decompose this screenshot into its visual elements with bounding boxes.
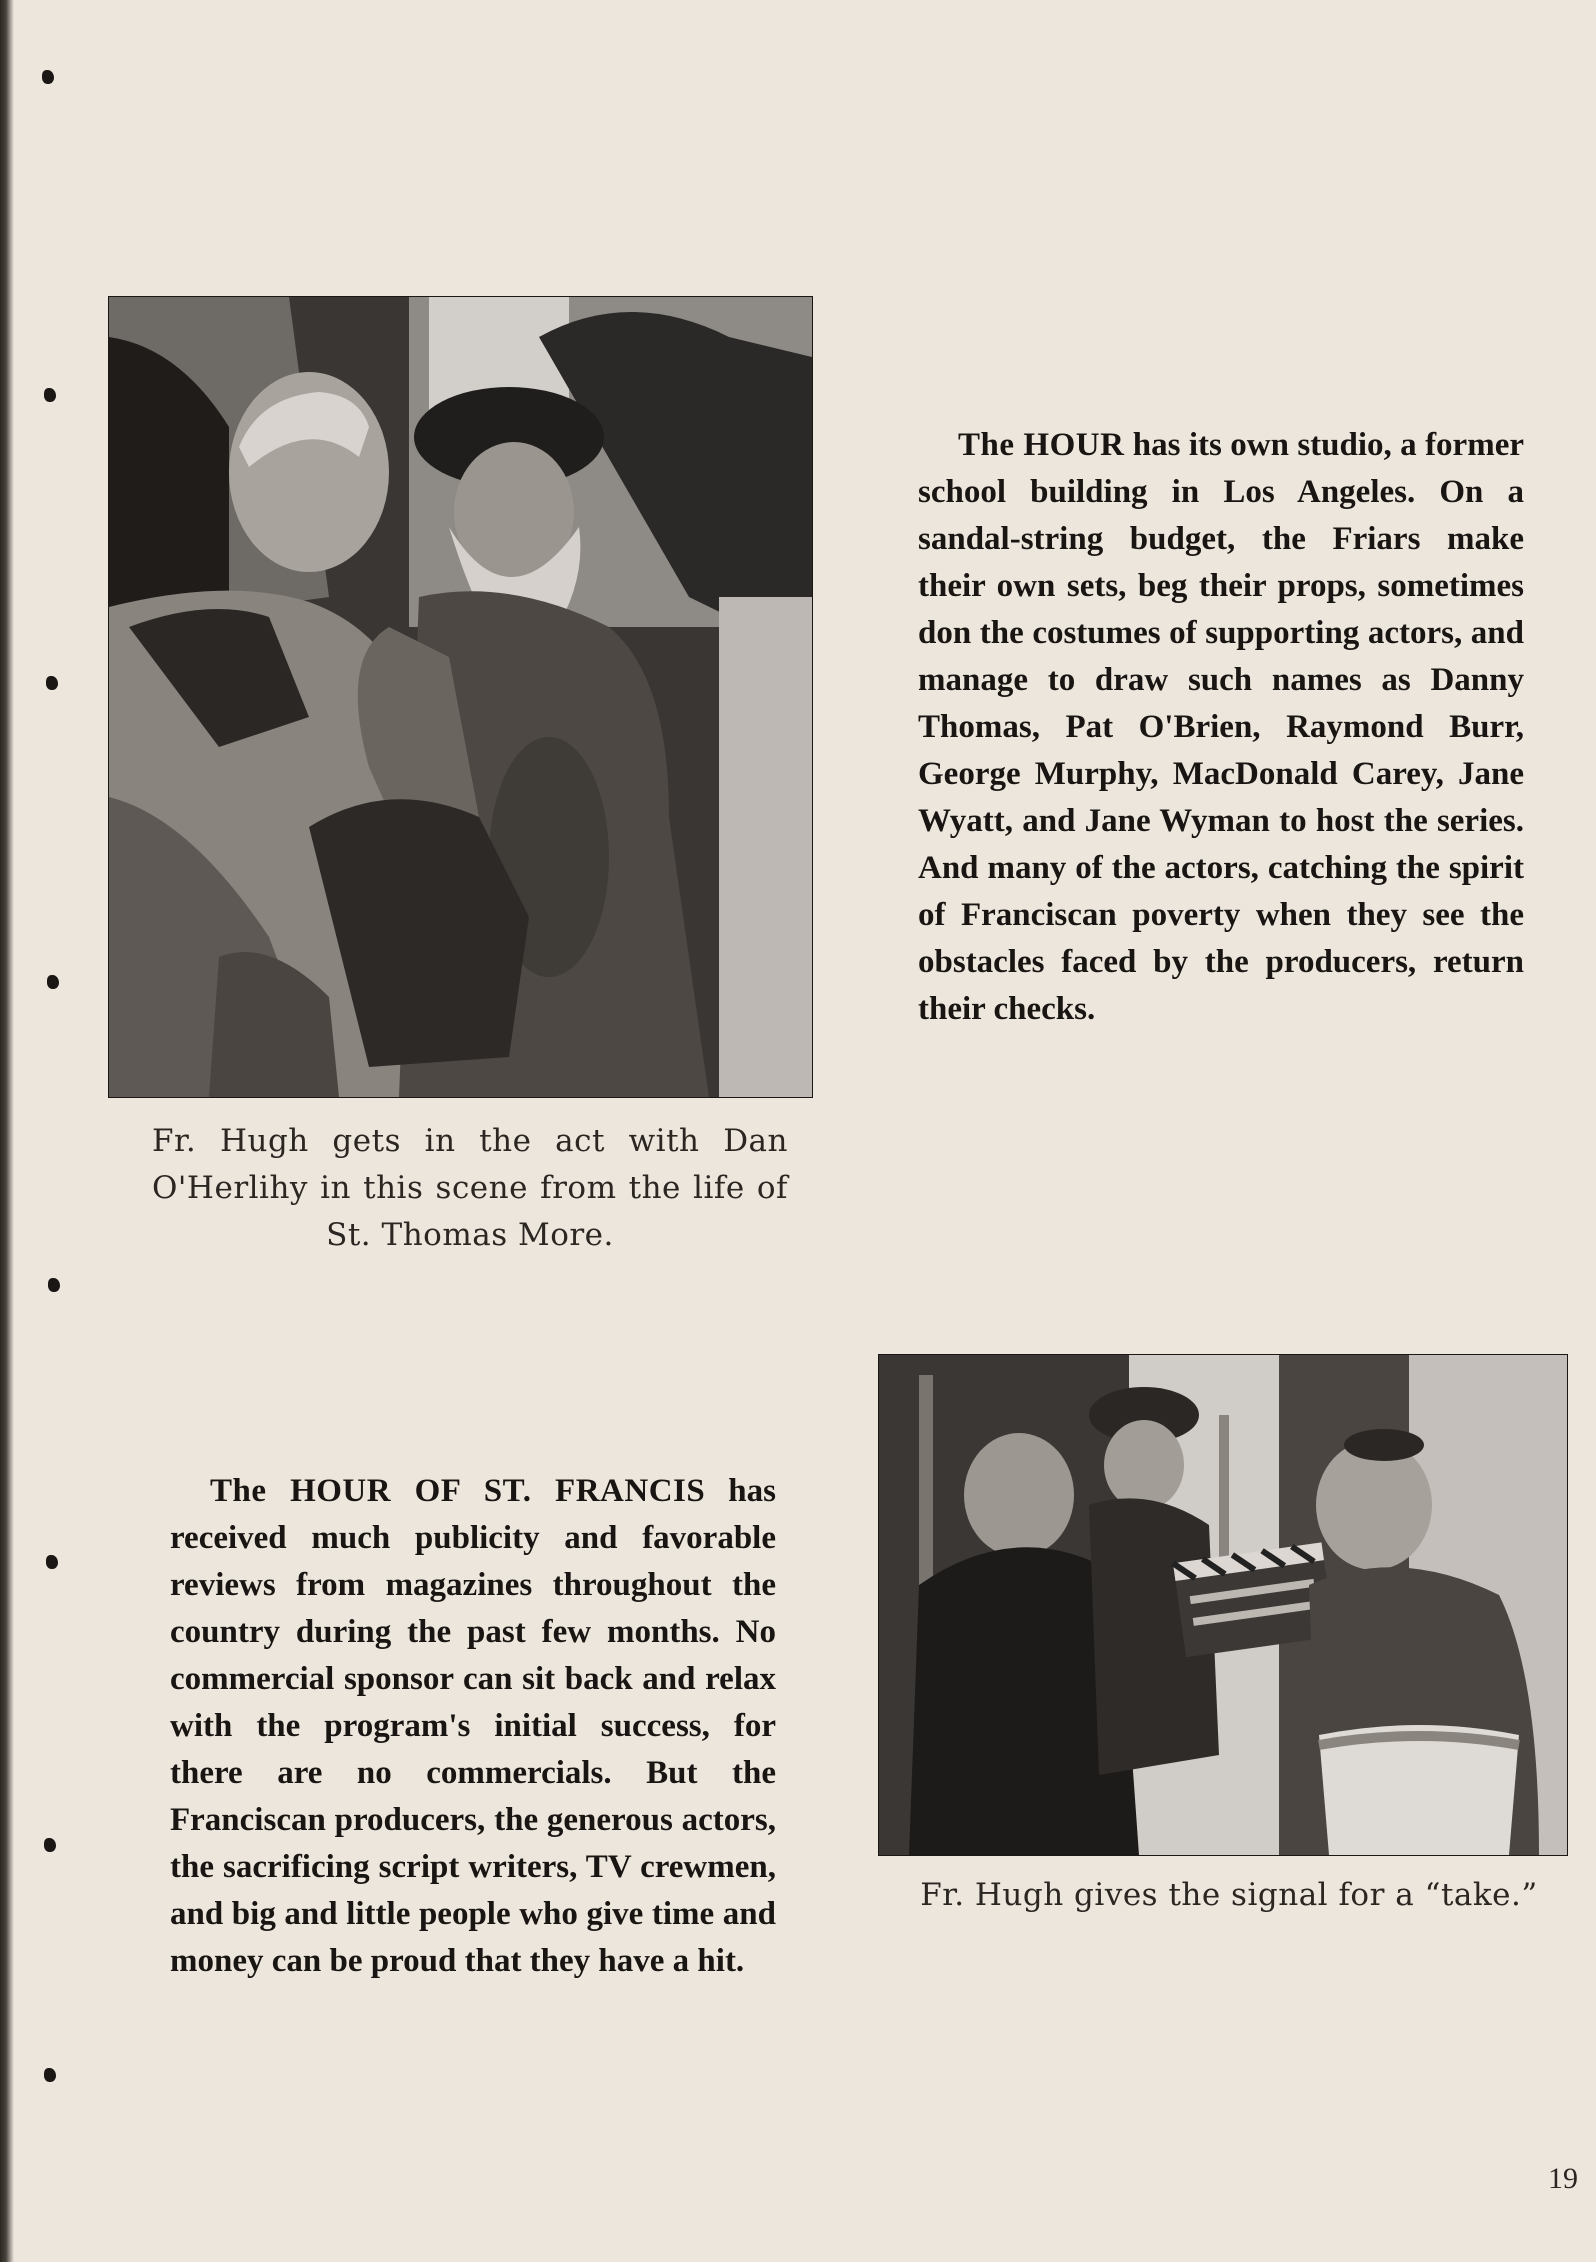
article-publicity-paragraph bbox=[170, 1468, 776, 1985]
binding-hole bbox=[46, 1555, 58, 1569]
photo-take-signal-scene bbox=[878, 1354, 1568, 1856]
article-studio bbox=[918, 422, 1524, 1033]
page-number: 19 bbox=[1548, 2162, 1578, 2195]
article-studio-lead: The HOUR bbox=[958, 427, 1125, 463]
binding-hole bbox=[44, 2068, 56, 2082]
binding-hole bbox=[44, 388, 56, 402]
article-studio-paragraph bbox=[918, 422, 1524, 1033]
binding-hole bbox=[47, 975, 59, 989]
article-publicity-body: has received much publicity and favorable reviews from magazines throughout the country during the past few months. No commercial sponsor can sit back and relax with the program's initial success, for there are no commercials. But the Franciscan producers, the generous actors, the sacrificing script writers, TV crewmen, and big and little people who give time and money can be proud that they have a hit. bbox=[170, 1473, 776, 1979]
article-publicity-lead: The HOUR OF ST. FRANCIS bbox=[210, 1473, 706, 1509]
photo-caption-bottom: Fr. Hugh gives the signal for a “take.” bbox=[920, 1877, 1538, 1913]
article-publicity bbox=[170, 1468, 776, 1985]
photo-thomas-more-image bbox=[109, 297, 812, 1097]
binding-hole bbox=[42, 70, 54, 84]
photo-caption-top: Fr. Hugh gets in the act with Dan O'Herlihy in this scene from the life of St. Thomas More. bbox=[152, 1123, 788, 1253]
binding-hole bbox=[44, 1838, 56, 1852]
photo-take-signal-image bbox=[879, 1355, 1567, 1855]
article-studio-body: has its own studio, a former school building in Los Angeles. On a sandal-string budget, the Friars make their own sets, beg their props, sometimes don the costumes of supporting actors, and manage to draw such names as Danny Thomas, Pat O'Brien, Raymond Burr, George Murphy, MacDonald Carey, Jane Wyatt, and Jane Wyman to host the series. And many of the actors, catching the spirit of Franciscan poverty when they see the obstacles faced by the producers, return their checks. bbox=[918, 427, 1524, 1027]
photo-thomas-more-scene bbox=[108, 296, 813, 1098]
binding-hole bbox=[48, 1278, 60, 1292]
page-binding-edge bbox=[0, 0, 14, 2262]
binding-hole bbox=[46, 676, 58, 690]
